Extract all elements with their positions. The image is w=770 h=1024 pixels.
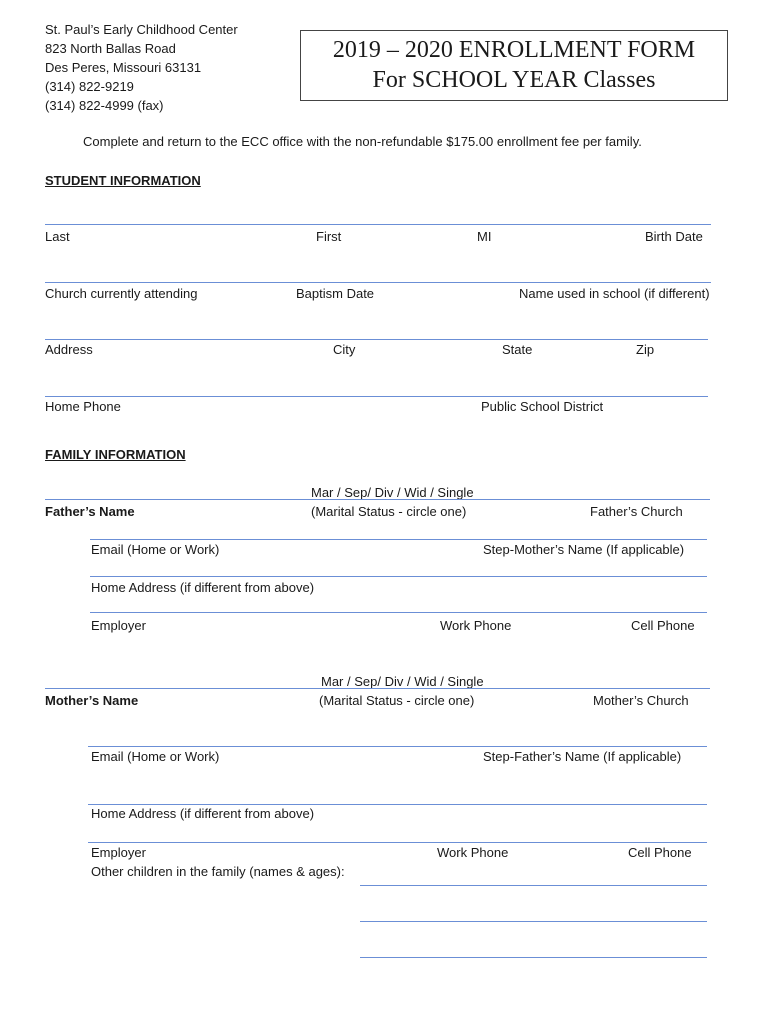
home-phone-label: Home Phone [45,399,121,414]
student-church-line[interactable] [45,282,711,283]
step-father-label: Step-Father’s Name (If applicable) [483,749,682,764]
mother-name-line[interactable] [45,688,710,689]
father-name-line[interactable] [45,499,710,500]
mi-label: MI [477,229,492,244]
first-name-label: First [316,229,342,244]
org-name: St. Paul’s Early Childhood Center [45,22,238,37]
father-cell-phone-label: Cell Phone [631,618,695,633]
mother-email-label: Email (Home or Work) [91,749,220,764]
mother-email-line[interactable] [88,746,707,747]
instructions: Complete and return to the ECC office with the non-refundable $175.00 enrollment fee per family. [83,134,642,149]
form-title: 2019 – 2020 ENROLLMENT FORM [332,37,696,63]
school-district-label: Public School District [481,399,604,414]
zip-label: Zip [636,342,655,357]
student-section-heading: STUDENT INFORMATION [45,173,201,188]
student-address-line[interactable] [45,339,708,340]
mother-marital-label: (Marital Status - circle one) [319,693,475,708]
form-subtitle: For SCHOOL YEAR Classes [372,67,656,93]
mother-address-line[interactable] [88,804,707,805]
org-fax: (314) 822-4999 (fax) [45,98,164,113]
org-address-block [45,20,238,115]
state-label: State [502,342,533,357]
father-employer-line[interactable] [90,612,707,613]
father-email-label: Email (Home or Work) [91,542,220,557]
mother-church-label: Mother’s Church [593,693,689,708]
last-name-label: Last [45,229,70,244]
mother-cell-phone-label: Cell Phone [628,845,692,860]
father-church-label: Father’s Church [590,504,683,519]
name-used-label: Name used in school (if different) [519,286,710,301]
mother-marital-options[interactable]: Mar / Sep/ Div / Wid / Single [321,674,484,689]
mother-name-label: Mother’s Name [45,693,139,708]
father-email-line[interactable] [90,539,707,540]
other-children-line-1[interactable] [360,885,707,886]
baptism-date-label: Baptism Date [296,286,375,301]
city-label: City [333,342,356,357]
org-phone: (314) 822-9219 [45,79,134,94]
mother-work-phone-label: Work Phone [437,845,509,860]
father-address-line[interactable] [90,576,707,577]
father-home-address-label: Home Address (if different from above) [91,580,315,595]
birth-date-label: Birth Date [645,229,703,244]
family-section-heading: FAMILY INFORMATION [45,447,186,462]
form-title-box [300,30,728,101]
father-name-label: Father’s Name [45,504,135,519]
church-label: Church currently attending [45,286,198,301]
mother-home-address-label: Home Address (if different from above) [91,806,315,821]
father-employer-label: Employer [91,618,146,633]
org-street: 823 North Ballas Road [45,41,176,56]
step-mother-label: Step-Mother’s Name (If applicable) [483,542,685,557]
father-marital-options[interactable]: Mar / Sep/ Div / Wid / Single [311,485,474,500]
father-marital-label: (Marital Status - circle one) [311,504,467,519]
address-label: Address [45,342,93,357]
other-children-line-3[interactable] [360,957,707,958]
mother-employer-label: Employer [91,845,146,860]
org-city-state-zip: Des Peres, Missouri 63131 [45,60,202,75]
student-name-line[interactable] [45,224,711,225]
father-work-phone-label: Work Phone [440,618,512,633]
other-children-label: Other children in the family (names & ages): [91,864,345,879]
other-children-line-2[interactable] [360,921,707,922]
student-phone-line[interactable] [45,396,708,397]
mother-employer-line[interactable] [88,842,707,843]
